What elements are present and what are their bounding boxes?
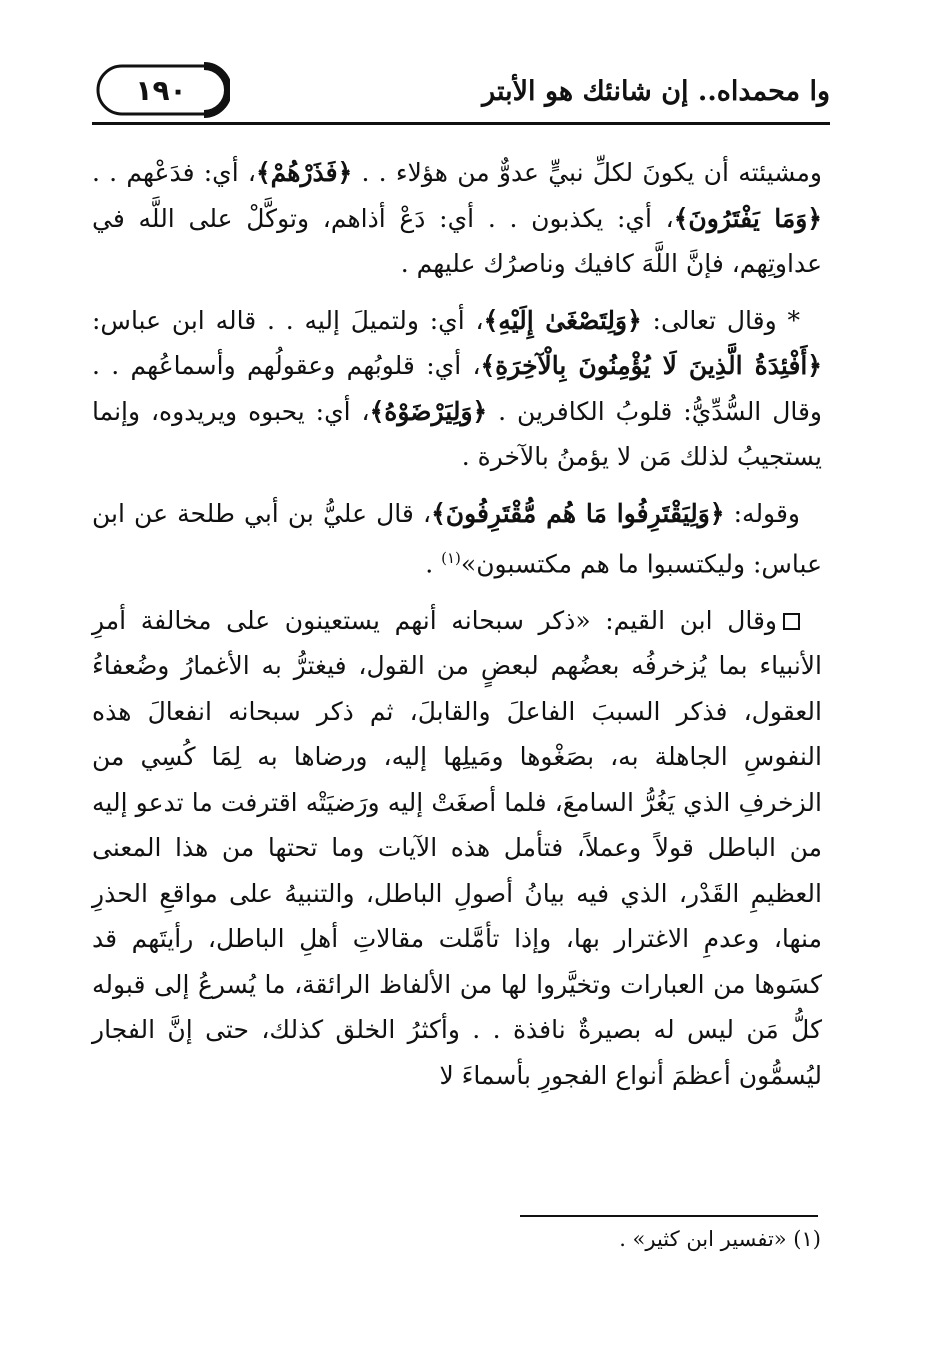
paragraph bbox=[92, 491, 822, 587]
quran-quote: ﴿وَلِتَصْغَىٰ إِلَيْهِ﴾ bbox=[483, 305, 642, 335]
paragraph bbox=[92, 598, 822, 1099]
text-run: ، أي: يكذبون . . أي: دَعْ أذاهم، وتوكَّلْ على اللَّه في عداوتِهم، فإنَّ اللَّهَ كافيك وناصرُك عليهم . bbox=[92, 203, 822, 278]
text-run: ، أي: فدَعْهم . . bbox=[92, 158, 256, 187]
paragraph bbox=[92, 150, 822, 287]
quran-quote: ﴿فَذَرْهُمْ﴾ bbox=[256, 158, 353, 187]
footnote-ref: (١) bbox=[441, 549, 461, 567]
footnote-rule bbox=[520, 1215, 818, 1217]
body-text bbox=[92, 150, 822, 1109]
text-run: ، أي: قلوبُهم وعقولُهم وأسماعُهم . . وقال السُّدِّيُّ: قلوبُ الكافرين . bbox=[92, 351, 822, 426]
page-number-badge bbox=[92, 62, 230, 118]
text-run: ، أي: يحبوه ويريدوه، وإنما يستجيبُ لذلك مَن لا يؤمنُ بالآخرة . bbox=[92, 396, 822, 471]
text-run: . bbox=[425, 549, 442, 579]
quran-quote: ﴿أَفْئِدَةُ الَّذِينَ لَا يُؤْمِنُونَ بِالْآخِرَةِ﴾ bbox=[480, 351, 822, 380]
quran-quote: ﴿وَمَا يَفْتَرُونَ﴾ bbox=[673, 203, 822, 233]
text-run: ، أي: ولتميلَ إليه . . قاله ابن عباس: bbox=[92, 305, 484, 335]
footnote: (١) «تفسير ابن كثير» . bbox=[619, 1227, 821, 1251]
text-run: وقال ابن القيم: «ذكر سبحانه أنهم يستعينون على مخالفة أمرِ الأنبياء بما يُزخرفُه بعضُهم لبعضٍ من القول، فيغترُّ به الأغمارُ وضُعفاءُ العقول، فذكر السببَ الفاعلَ والقابلَ، ثم ذكر سبحانه انفعالَ هذه النفوسِ الجاهلة به، بصَغْوها ومَيلِها إليه، ورضاها به لِمَا كُسِي من الزخرفِ الذي يَغُرُّ السامعَ، فلما أصغَتْ إليه ورَضيَتْه اقترفت ما تدعو إليه من الباطل قولاً وعملاً، فتأمل هذه الآيات وما تحتها من هذا المعنى العظيمِ القَدْر، الذي فيه بيانُ أصولِ الباطل، والتنبيهُ على مواقعِ الحذرِ منها، وعدمِ الاغترار بها، وإذا تأمَّلت مقالاتِ أهلِ الباطل، رأيتَهم قد كسَوها من العبارات وتخيَّروا لها من الألفاظ الرائقة، ما يُسرعُ إلى قبوله كلُّ مَن ليس له بصيرةٌ نافذة . . وأكثرُ الخلق كذلك، حتى إنَّ الفجار ليُسمُّون أعظمَ أنواع الفجورِ بأسماءَ لا bbox=[92, 605, 822, 1090]
text-run: * وقال تعالى: bbox=[641, 305, 800, 335]
quran-quote: ﴿وَلِيَقْتَرِفُوا مَا هُم مُّقْتَرِفُونَ﴾ bbox=[431, 498, 725, 528]
text-run: ، قال عليُّ بن أبي طلحة عن ابن عباس: وليكتسبوا ما هم مكتسبون» bbox=[92, 498, 822, 579]
page-header bbox=[92, 62, 830, 120]
text-run: وقوله: bbox=[724, 498, 800, 528]
paragraph bbox=[92, 298, 822, 480]
page-number: ١٩٠ bbox=[135, 73, 187, 107]
quran-quote: ﴿وَلِيَرْضَوْهُ﴾ bbox=[369, 396, 488, 426]
square-bullet-icon bbox=[783, 613, 800, 630]
text-run: ومشيئته أن يكونَ لكلِّ نبيٍّ عدوٌّ من هؤلاء . . bbox=[352, 158, 822, 187]
running-title: وا محمداه.. إن شانئك هو الأبتر bbox=[482, 76, 830, 107]
header-rule bbox=[92, 122, 830, 125]
